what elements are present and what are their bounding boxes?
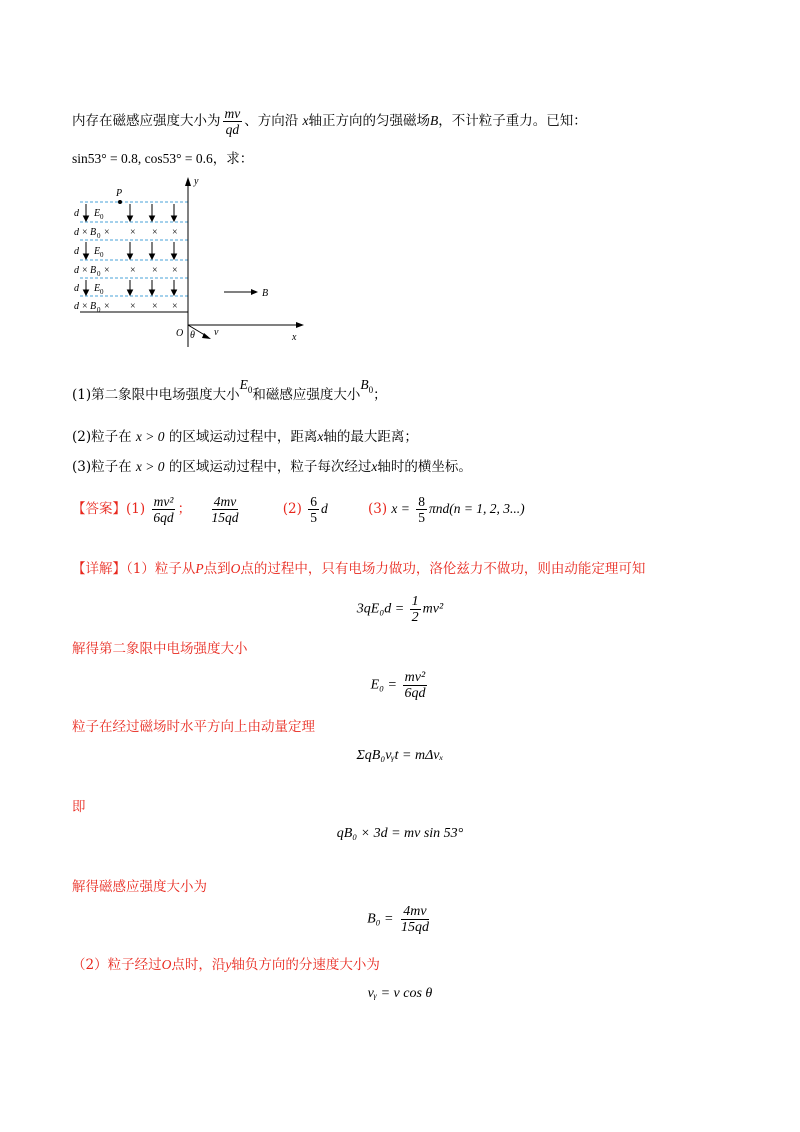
svg-text:×: ×: [172, 227, 178, 238]
svg-text:×: ×: [82, 265, 88, 276]
e-arrow-head: [128, 216, 133, 221]
svg-text:×: ×: [82, 301, 88, 312]
svg-text:E: E: [94, 246, 101, 257]
question-1: (1)第二象限中电场强度大小$E_0$和磁感应强度大小$B_0$；: [72, 377, 387, 403]
svg-text:×: ×: [130, 301, 136, 312]
equation-5: B₀ = $\frac{4mv}{15qd}$: [367, 904, 429, 935]
field-diagram: [68, 172, 308, 352]
svg-text:×: ×: [172, 301, 178, 312]
svg-text:×: ×: [152, 301, 158, 312]
svg-text:E: E: [94, 283, 101, 294]
svg-text:d: d: [74, 246, 79, 257]
e-arrow-head: [84, 254, 89, 259]
svg-text:B: B: [90, 265, 97, 276]
question-3: (3)粒子在 x > 0 的区域运动过程中，粒子每次经过x轴时的横坐标。: [72, 459, 472, 475]
intro-line: 内存在磁感应强度大小为 $\frac{mv}{qd}$ 、方向沿 x轴正方向的匀强磁场B，不计粒子重力。已知：: [72, 106, 587, 137]
svg-text:E: E: [94, 208, 101, 219]
svg-text:×: ×: [130, 227, 136, 238]
svg-text:d: d: [74, 208, 79, 219]
e-arrow-head: [150, 290, 155, 295]
svg-text:×: ×: [152, 265, 158, 276]
svg-text:0: 0: [100, 251, 104, 259]
detail-text-6: （2）粒子经过O点时，沿y轴负方向的分速度大小为: [72, 957, 380, 973]
e-arrow-head: [128, 290, 133, 295]
detail-intro: 【详解】（1）粒子从P点到O点的过程中，只有电场力做功，洛伦兹力不做功，则由动能定理可知: [72, 561, 646, 577]
e-arrow-head: [172, 290, 177, 295]
e-arrow-head: [150, 254, 155, 259]
B-band-2: [74, 265, 178, 278]
e-arrow-head: [150, 216, 155, 221]
intro-fraction: $\frac{mv}{qd}$: [224, 106, 241, 137]
svg-text:×: ×: [82, 227, 88, 238]
equation-2: E₀ = $\frac{\text{mv²}}{6qd}$: [370, 670, 426, 701]
equation-6: vᵧ = v cos θ: [367, 986, 433, 1001]
B-label: B: [262, 288, 269, 299]
svg-text:×: ×: [172, 265, 178, 276]
svg-text:d: d: [74, 265, 79, 276]
svg-text:×: ×: [104, 301, 110, 312]
svg-text:d: d: [74, 227, 79, 238]
e-arrow-head: [84, 216, 89, 221]
svg-text:d: d: [74, 283, 79, 294]
theta-label: θ: [190, 330, 195, 341]
v-label: v: [214, 327, 219, 338]
x-label: x: [292, 332, 297, 343]
detail-text-3: 粒子在经过磁场时水平方向上由动量定理: [72, 719, 315, 735]
svg-text:B: B: [90, 227, 97, 238]
detail-text-4: 即: [72, 799, 86, 815]
e-arrow-head: [172, 254, 177, 259]
P-label: P: [116, 188, 123, 199]
intro-text: 内存在磁感应强度大小为: [72, 113, 221, 129]
point-P: [118, 200, 122, 204]
equation-1: 3qE₀d = $\frac{1}{2}$ mv²: [356, 594, 444, 625]
svg-text:×: ×: [152, 227, 158, 238]
origin-label: O: [176, 328, 184, 339]
given-values: sin53° = 0.8, cos53° = 0.6，求：: [72, 151, 254, 166]
question-2: (2)粒子在 x > 0 的区域运动过程中，距离x轴的最大距离；: [72, 429, 418, 445]
svg-text:0: 0: [100, 213, 104, 221]
equation-3: ΣqB₀vᵧt = mΔvₓ: [356, 748, 444, 763]
svg-text:×: ×: [104, 265, 110, 276]
answer-line: 【答案】(1) $\frac{\text{mv²}}{6qd}$ ； $\frac{4mv}{15qd}$ (2) $\frac{6}{5}$ d (3) x = $\frac{8}{5}$ πnd(n = 1, 2, 3...): [72, 494, 525, 525]
svg-text:×: ×: [130, 265, 136, 276]
E-band-2: [74, 246, 104, 259]
svg-text:d: d: [74, 301, 79, 312]
svg-text:0: 0: [100, 288, 104, 296]
svg-text:B: B: [90, 301, 97, 312]
e-arrow-head: [84, 290, 89, 295]
svg-text:0: 0: [97, 232, 101, 240]
E-band-1: [74, 208, 104, 221]
y-label: y: [194, 176, 199, 187]
e-arrow-head: [128, 254, 133, 259]
detail-text-2: 解得第二象限中电场强度大小: [72, 641, 248, 657]
svg-text:0: 0: [97, 306, 101, 314]
svg-text:×: ×: [104, 227, 110, 238]
B-band-1: [74, 227, 178, 240]
svg-text:0: 0: [97, 270, 101, 278]
equation-4: qB₀ × 3d = mv sin 53°: [336, 826, 464, 841]
e-arrow-head: [172, 216, 177, 221]
detail-text-5: 解得磁感应强度大小为: [72, 879, 207, 895]
